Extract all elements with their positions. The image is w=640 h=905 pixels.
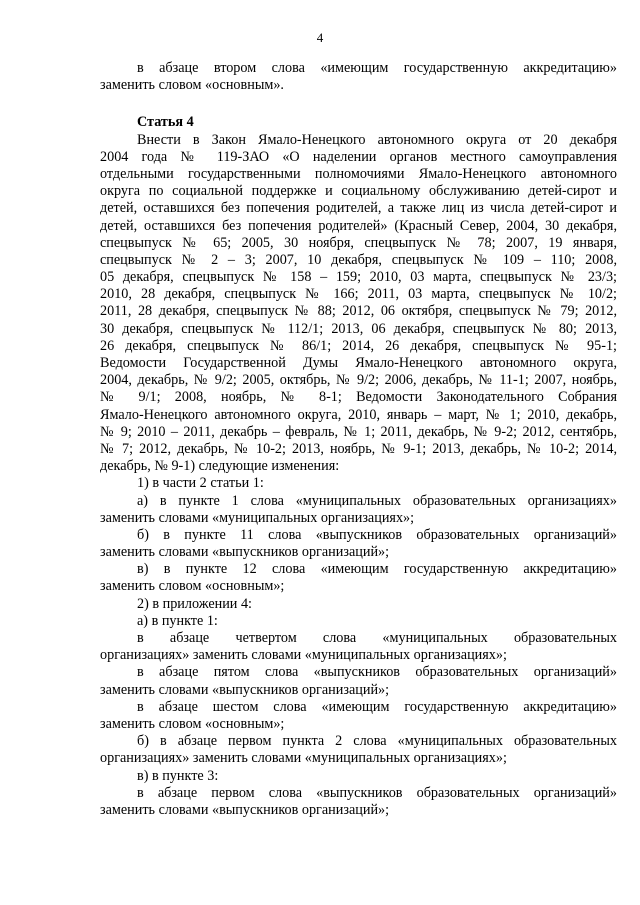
text-line: декабрь, № 9-1) следующие изменения:	[100, 458, 340, 475]
text-line: заменить словом «основным»;	[100, 578, 285, 595]
text-line: заменить словами «выпускников организаций»;	[100, 544, 390, 561]
text-line: 30 декабря, спецвыпуск № 112/1; 2013, 06 декабря, спецвыпуск № 80; 2013,	[100, 320, 617, 337]
text-line: Ведомости Государственной Думы Ямало-Ненецкого автономного округа,	[100, 355, 617, 371]
text-line: спецвыпуск № 65; 2005, 30 ноября, спецвыпуск № 78; 2007, 19 января,	[100, 234, 617, 251]
text-line: 1) в части 2 статьи 1:	[137, 475, 264, 492]
text-line: 2) в приложении 4:	[137, 595, 252, 612]
text-line: № 9/1; 2008, ноябрь, № 8-1; Ведомости Законодательного Собрания	[100, 389, 617, 406]
text-line: Ямало-Ненецкого автономного округа, 2010, январь – март, № 1; 2010, декабрь,	[100, 406, 617, 423]
text-line: детей, оставшихся без попечения родителей, а также лиц из числа детей-сирот и	[100, 200, 617, 217]
page-number: 4	[316, 30, 324, 45]
text-line: а) в пункте 1:	[137, 612, 218, 629]
text-line: организациях» заменить словами «муниципальных организациях»;	[100, 750, 507, 767]
text-line: 05 декабря, спецвыпуск № 158 – 159; 2010, 03 марта, спецвыпуск № 23/3;	[100, 269, 617, 286]
text-line: в абзаце шестом слова «имеющим государственную аккредитацию»	[137, 698, 617, 715]
document-body	[100, 60, 617, 819]
text-line: Внести в Закон Ямало-Ненецкого автономного округа от 20 декабря	[137, 131, 617, 148]
text-line: заменить словами «выпускников организаций»;	[100, 801, 390, 818]
text-line: 2010, 28 декабря, спецвыпуск № 166; 2011, 03 марта, спецвыпуск № 10/2;	[100, 286, 617, 303]
text-line: 2004 года № 119-ЗАО «О наделении органов местного самоуправления	[100, 148, 617, 165]
text-line: округа по социальной поддержке и социальному обслуживанию детей-сирот и	[100, 183, 617, 200]
text-line: заменить словом «основным».	[100, 77, 284, 94]
text-line: б) в абзаце первом пункта 2 слова «муниципальных образовательных	[137, 733, 617, 750]
text-line: 26 декабря, спецвыпуск № 86/1; 2014, 26 декабря, спецвыпуск № 95-1;	[100, 337, 617, 354]
text-line: в абзаце четвертом слова «муниципальных образовательных	[137, 630, 617, 646]
text-line: б) в пункте 11 слова «выпускников образовательных организаций»	[137, 526, 617, 543]
text-line: организациях» заменить словами «муниципальных организациях»;	[100, 647, 507, 664]
text-line: 2011, 28 декабря, спецвыпуск № 88; 2012, 06 октября, спецвыпуск № 79; 2012,	[100, 303, 617, 320]
paragraph-gap	[100, 94, 617, 114]
text-line: детей, оставшихся без попечения родителей» (Красный Север, 2004, 30 декабря,	[100, 217, 617, 234]
text-line: отдельными государственными полномочиями Ямало-Ненецкого автономного	[100, 165, 617, 182]
text-line: а) в пункте 1 слова «муниципальных образовательных организациях»	[137, 492, 617, 509]
text-line: 2004, декабрь, № 9/2; 2005, октябрь, № 9/2; 2006, декабрь, № 11-1; 2007, ноябрь,	[100, 372, 617, 389]
article-heading: Статья 4	[137, 114, 194, 131]
text-line: № 9; 2010 – 2011, декабрь – февраль, № 1; 2011, декабрь, № 9-2; 2012, сентябрь,	[100, 423, 617, 440]
text-line: спецвыпуск № 2 – 3; 2007, 10 декабря, спецвыпуск № 109 – 110; 2008,	[100, 251, 617, 268]
text-line: заменить словами «муниципальных организациях»;	[100, 509, 415, 526]
text-line: заменить словом «основным»;	[100, 715, 285, 732]
text-line: в) в пункте 3:	[137, 767, 219, 784]
text-line: в абзаце втором слова «имеющим государственную аккредитацию»	[137, 60, 617, 76]
text-line: в абзаце первом слова «выпускников образовательных организаций»	[137, 784, 617, 801]
text-line: в) в пункте 12 слова «имеющим государственную аккредитацию»	[137, 561, 617, 578]
text-line: заменить словами «выпускников организаций»;	[100, 681, 390, 698]
text-line: № 7; 2012, декабрь, № 10-2; 2013, ноябрь, № 9-1; 2013, декабрь, № 10-2; 2014,	[100, 440, 617, 457]
text-line: в абзаце пятом слова «выпускников образовательных организаций»	[137, 664, 617, 681]
